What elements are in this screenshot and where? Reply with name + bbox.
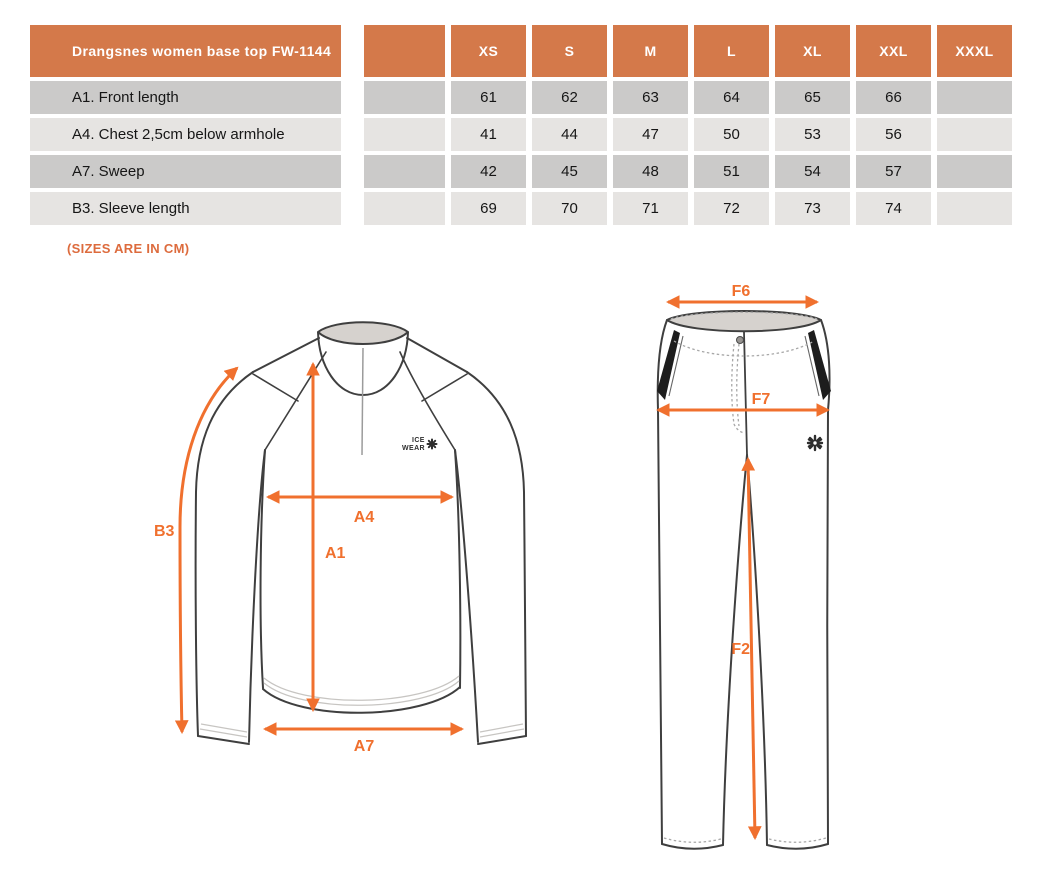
size-value-cell: 47 <box>613 118 688 151</box>
size-value-cell: 48 <box>613 155 688 188</box>
pants-measure-arrows <box>658 302 828 838</box>
measure-label-f7: F7 <box>751 391 771 408</box>
snowflake-icon <box>428 440 437 449</box>
size-column-header-xxl: XXL <box>856 25 931 77</box>
measure-label-a7: A7 <box>353 738 375 755</box>
pants-outline <box>658 320 830 849</box>
size-value-cell: 73 <box>775 192 850 225</box>
icewear-logo-line2: WEAR <box>402 445 425 452</box>
size-value-cell: 53 <box>775 118 850 151</box>
column-spacer <box>347 25 358 77</box>
waist-button <box>737 337 744 344</box>
measure-label-f6: F6 <box>731 283 751 300</box>
top-collar <box>318 322 408 455</box>
row-label: A7. Sweep <box>30 155 341 188</box>
size-value-cell <box>937 192 1012 225</box>
pants-diagram <box>628 278 878 878</box>
top-measure-arrows <box>180 364 462 732</box>
measure-label-a1: A1 <box>325 545 346 562</box>
size-value-cell: 66 <box>856 81 931 114</box>
size-value-cell <box>364 118 445 151</box>
size-value-cell: 64 <box>694 81 769 114</box>
waistband <box>667 311 821 331</box>
base-top-diagram <box>140 292 580 772</box>
size-value-cell: 44 <box>532 118 607 151</box>
size-column-header-xl: XL <box>775 25 850 77</box>
measure-label-f2: F2 <box>731 641 750 658</box>
size-value-cell: 74 <box>856 192 931 225</box>
size-value-cell <box>364 192 445 225</box>
size-column-header-xs: XS <box>451 25 526 77</box>
size-value-cell <box>364 155 445 188</box>
size-value-cell: 54 <box>775 155 850 188</box>
zipper-line <box>362 348 363 455</box>
size-value-cell: 45 <box>532 155 607 188</box>
size-value-cell: 72 <box>694 192 769 225</box>
size-column-header-s: S <box>532 25 607 77</box>
size-value-cell: 56 <box>856 118 931 151</box>
size-value-cell <box>937 155 1012 188</box>
sizes-note: (SIZES ARE IN CM) <box>67 241 190 256</box>
size-value-cell: 65 <box>775 81 850 114</box>
size-value-cell: 57 <box>856 155 931 188</box>
size-value-cell: 71 <box>613 192 688 225</box>
row-label: A1. Front length <box>30 81 341 114</box>
size-value-cell: 69 <box>451 192 526 225</box>
table-title: Drangsnes women base top FW-1144 <box>30 25 341 77</box>
size-value-cell: 62 <box>532 81 607 114</box>
size-value-cell: 70 <box>532 192 607 225</box>
size-value-cell: 50 <box>694 118 769 151</box>
size-value-cell: 41 <box>451 118 526 151</box>
snowflake-icon <box>808 436 822 450</box>
size-value-cell: 61 <box>451 81 526 114</box>
row-label: A4. Chest 2,5cm below armhole <box>30 118 341 151</box>
size-value-cell <box>364 81 445 114</box>
top-outline <box>196 338 526 744</box>
row-label: B3. Sleeve length <box>30 192 341 225</box>
size-column-header-empty <box>364 25 445 77</box>
size-value-cell: 51 <box>694 155 769 188</box>
size-value-cell: 63 <box>613 81 688 114</box>
size-column-header-l: L <box>694 25 769 77</box>
icewear-logo <box>402 437 437 452</box>
size-value-cell <box>937 118 1012 151</box>
size-value-cell <box>937 81 1012 114</box>
measure-label-a4: A4 <box>353 509 375 526</box>
icewear-logo-line1: ICE <box>412 437 425 444</box>
measure-label-b3: B3 <box>154 523 175 540</box>
size-table <box>30 25 1012 225</box>
arrow-b3 <box>180 368 237 732</box>
size-column-header-m: M <box>613 25 688 77</box>
size-column-header-xxxl: XXXL <box>937 25 1012 77</box>
size-value-cell: 42 <box>451 155 526 188</box>
